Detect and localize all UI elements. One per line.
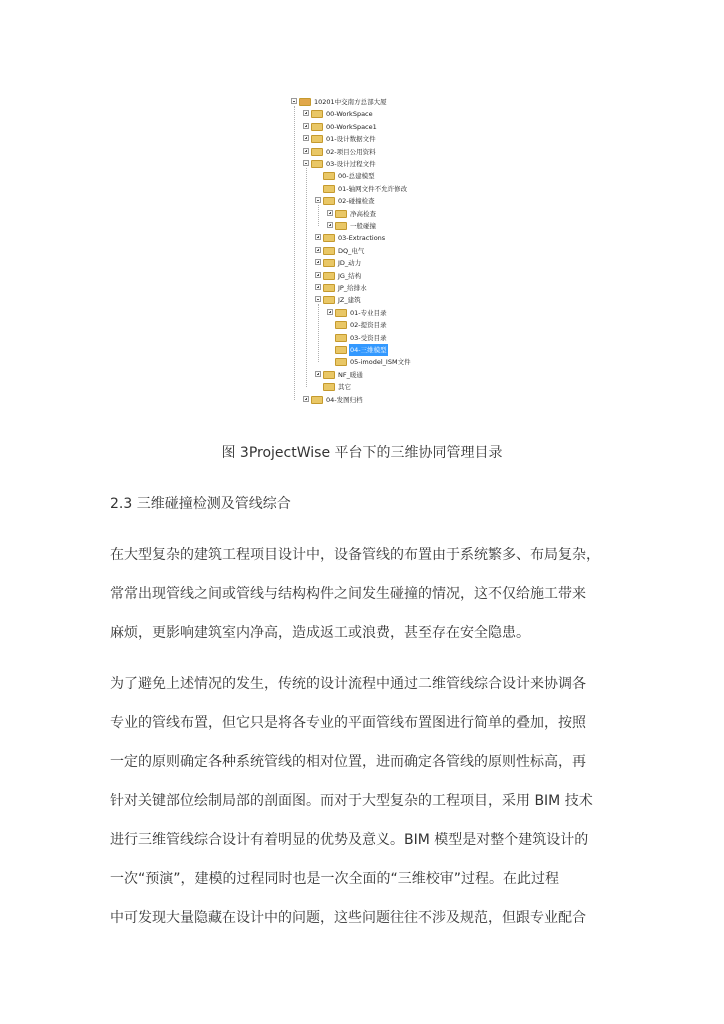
tree-item-label: JD_动力	[338, 259, 362, 268]
tree-item-label: 04-三维模型	[350, 346, 387, 354]
tree-item-label: 01-设计数据文件	[326, 135, 376, 144]
folder-icon	[311, 396, 323, 404]
expand-toggle-icon[interactable]	[315, 259, 321, 265]
project-tree-figure	[287, 93, 433, 410]
folder-icon	[323, 284, 335, 292]
folder-icon	[299, 98, 311, 106]
folder-icon	[311, 148, 323, 156]
tree-item-label: 03-Extractions	[338, 234, 386, 243]
expand-toggle-icon[interactable]	[315, 371, 321, 377]
expand-toggle-icon[interactable]	[327, 222, 333, 228]
paragraph-line: 麻烦，更影响建筑室内净高，造成返工或浪费，甚至存在安全隐患。	[110, 625, 530, 641]
tree-item-label: 00-WorkSpace	[326, 110, 373, 119]
folder-icon	[323, 185, 335, 193]
tree-item[interactable]	[287, 158, 433, 170]
tree-item[interactable]	[287, 208, 433, 220]
tree-item-label: 其它	[338, 383, 351, 392]
collapse-toggle-icon[interactable]	[315, 296, 321, 302]
section-heading: 2.3 三维碰撞检测及管线综合	[110, 496, 291, 512]
paragraph-line: 在大型复杂的建筑工程项目设计中，设备管线的布置由于系统繁多、布局复杂，	[110, 547, 600, 563]
figure-caption: 图 3ProjectWise 平台下的三维协同管理目录	[221, 445, 503, 461]
folder-icon	[335, 222, 347, 230]
tree-item[interactable]	[287, 294, 433, 306]
expand-toggle-icon[interactable]	[315, 234, 321, 240]
folder-icon	[335, 309, 347, 317]
tree-item-label: DQ_电气	[338, 246, 365, 255]
tree-item-label: 02-项目公用资料	[326, 147, 376, 156]
tree-item[interactable]	[287, 170, 433, 182]
folder-icon	[335, 346, 347, 354]
tree-item[interactable]	[287, 332, 433, 344]
tree-item[interactable]	[287, 96, 433, 108]
tree-item-label: 净高检查	[350, 209, 376, 218]
folder-icon	[335, 210, 347, 218]
tree-item-label: 03-受资目录	[350, 333, 387, 342]
tree-item[interactable]	[287, 257, 433, 269]
paragraph-line: 一定的原则确定各种系统管线的相对位置，进而确定各管线的原则性标高，再	[110, 754, 586, 770]
tree-item[interactable]	[287, 344, 433, 356]
tree-item-label: 01-专业目录	[350, 308, 387, 317]
tree-item-label: 01-轴网文件不允许修改	[338, 184, 408, 193]
tree-item-label: 05-imodel_ISM文件	[350, 358, 411, 367]
expand-toggle-icon[interactable]	[315, 272, 321, 278]
folder-icon	[335, 321, 347, 329]
expand-toggle-icon[interactable]	[303, 110, 309, 116]
tree-item-label: 10201中交南方总部大厦	[314, 98, 387, 106]
expand-toggle-icon[interactable]	[315, 247, 321, 253]
folder-icon	[323, 371, 335, 379]
folder-icon	[311, 160, 323, 168]
folder-icon	[311, 123, 323, 131]
collapse-toggle-icon[interactable]	[315, 197, 321, 203]
folder-icon	[311, 135, 323, 143]
paragraph-line: 为了避免上述情况的发生，传统的设计流程中通过二维管线综合设计来协调各	[110, 676, 586, 692]
folder-icon	[323, 234, 335, 242]
folder-icon	[323, 259, 335, 267]
folder-icon	[323, 383, 335, 391]
expand-toggle-icon[interactable]	[327, 210, 333, 216]
folder-icon	[323, 272, 335, 280]
tree-item-label: 03-设计过程文件	[326, 160, 376, 168]
expand-toggle-icon[interactable]	[303, 123, 309, 129]
paragraph-line: 一次“预演”，建模的过程同时也是一次全面的“三维校审”过程。在此过程	[110, 871, 560, 887]
paragraph-line: 专业的管线布置，但它只是将各专业的平面管线布置图进行简单的叠加，按照	[110, 715, 586, 731]
folder-icon	[311, 110, 323, 118]
folder-icon	[335, 334, 347, 342]
tree-item[interactable]	[287, 381, 433, 393]
tree-item[interactable]	[287, 146, 433, 158]
tree-item[interactable]	[287, 369, 433, 381]
tree-item[interactable]	[287, 183, 433, 195]
tree-item[interactable]	[287, 270, 433, 282]
tree-item[interactable]	[287, 108, 433, 120]
tree-item-label: 02-提资目录	[350, 321, 387, 330]
expand-toggle-icon[interactable]	[315, 284, 321, 290]
tree-item-label: 00-总建模型	[338, 172, 375, 181]
tree-item[interactable]	[287, 220, 433, 232]
tree-item-label: JG_结构	[338, 271, 362, 280]
paragraph-line: 进行三维管线综合设计有着明显的优势及意义。BIM 模型是对整个建筑设计的	[110, 832, 589, 848]
expand-toggle-icon[interactable]	[303, 396, 309, 402]
paragraph-line: 针对关键部位绘制局部的剖面图。而对于大型复杂的工程项目，采用 BIM 技术	[110, 793, 593, 809]
folder-icon	[323, 172, 335, 180]
tree-item-label: 00-WorkSpace1	[326, 122, 377, 131]
tree-item[interactable]	[287, 394, 433, 406]
tree-item[interactable]	[287, 282, 433, 294]
tree-item-label: JZ_建筑	[338, 296, 361, 305]
folder-icon	[335, 358, 347, 366]
tree-item[interactable]	[287, 245, 433, 257]
folder-icon	[323, 197, 335, 205]
expand-toggle-icon[interactable]	[303, 135, 309, 141]
paragraph-line: 中可发现大量隐藏在设计中的问题，这些问题往往不涉及规范，但跟专业配合	[110, 910, 586, 926]
tree-item-label: 02-碰撞检查	[338, 197, 375, 206]
expand-toggle-icon[interactable]	[327, 309, 333, 315]
tree-item[interactable]	[287, 356, 433, 368]
folder-icon	[323, 296, 335, 304]
tree-item[interactable]	[287, 133, 433, 145]
expand-toggle-icon[interactable]	[303, 148, 309, 154]
tree-item[interactable]	[287, 232, 433, 244]
tree-item-label: JP_给排水	[338, 284, 367, 292]
folder-icon	[323, 247, 335, 255]
tree-item-label: NF_暖通	[338, 370, 363, 379]
tree-item[interactable]	[287, 319, 433, 331]
tree-item-label: 04-发图归档	[326, 395, 363, 404]
tree-item[interactable]	[287, 195, 433, 207]
paragraph-line: 常常出现管线之间或管线与结构构件之间发生碰撞的情况，这不仅给施工带来	[110, 586, 586, 602]
tree-item-label: 一般碰撞	[350, 222, 376, 230]
collapse-toggle-icon[interactable]	[303, 160, 309, 166]
collapse-toggle-icon[interactable]	[291, 98, 297, 104]
tree-item[interactable]	[287, 121, 433, 133]
tree-item[interactable]	[287, 307, 433, 319]
